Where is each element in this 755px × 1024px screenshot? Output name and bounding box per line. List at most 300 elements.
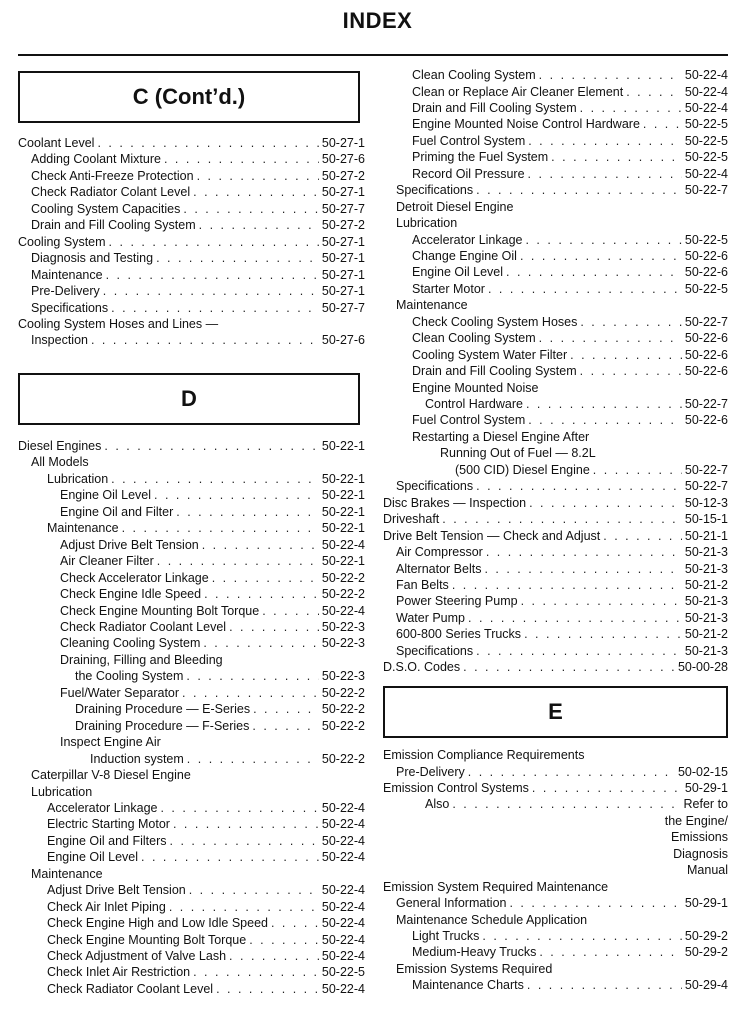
index-entry-label: Power Steering Pump — [396, 594, 518, 609]
dot-leader — [197, 168, 319, 184]
index-entry — [412, 380, 728, 396]
dot-leader — [539, 944, 682, 960]
index-entry-page: 50-29-1 — [684, 896, 728, 911]
index-entry-label: Cooling System Water Filter — [412, 347, 568, 362]
dot-leader — [97, 135, 318, 151]
index-entry — [47, 849, 365, 865]
index-entry-page: 50-27-1 — [321, 136, 365, 150]
index-entry-page: 50-27-6 — [321, 333, 365, 348]
index-entry — [31, 267, 365, 283]
dot-leader — [216, 981, 319, 997]
index-entry — [396, 297, 728, 313]
dot-leader — [520, 248, 682, 264]
dot-leader — [271, 915, 319, 931]
index-entry-page: 50-27-1 — [321, 251, 365, 266]
dot-leader — [186, 668, 319, 684]
index-entry-label: Control Hardware — [425, 397, 523, 411]
index-entry-label: (500 CID) Diesel Engine — [455, 462, 590, 477]
index-entry-label: Drive Belt Tension — Check and Adjust — [383, 528, 601, 543]
index-entry — [396, 544, 728, 560]
index-entry-label: Check Radiator Colant Level — [31, 185, 191, 200]
index-entry-label: Check Adjustment of Valve Lash — [47, 949, 227, 963]
dot-leader — [524, 626, 682, 642]
index-entry — [383, 528, 728, 544]
index-entry-label: Maintenance — [47, 521, 119, 536]
index-entry — [31, 184, 365, 200]
index-entry — [31, 767, 365, 783]
index-entry — [18, 234, 365, 250]
index-entry-label: Emission System Required Maintenance — [383, 879, 609, 894]
index-entry-label: Starter Motor — [412, 281, 485, 296]
dot-leader — [204, 586, 319, 602]
index-entry-label: Engine Mounted Noise Control Hardware — [412, 117, 640, 132]
index-entry-page: 50-21-3 — [684, 561, 728, 576]
index-entry-label: Clean Cooling System — [412, 331, 536, 346]
index-entry — [47, 915, 365, 931]
dot-leader — [539, 67, 682, 83]
index-entry-label: Check Inlet Air Restriction — [47, 965, 191, 980]
index-entry — [383, 659, 728, 675]
dot-leader — [249, 932, 319, 948]
index-entry — [396, 182, 728, 198]
index-entry — [396, 215, 728, 231]
index-entry — [425, 796, 728, 812]
index-entry-label: Cooling System Hoses and Lines — — [18, 316, 219, 331]
index-entry-label: Drain and Fill Cooling System — [412, 364, 577, 379]
index-entry — [396, 199, 728, 215]
dot-leader — [486, 544, 682, 560]
index-entry-label: Disc Brakes — Inspection — [383, 495, 527, 510]
dot-leader — [626, 84, 682, 100]
dot-leader — [199, 217, 319, 233]
dot-leader — [156, 250, 319, 266]
index-entry — [31, 454, 365, 470]
dot-leader — [580, 100, 682, 116]
index-entry — [383, 780, 728, 796]
index-entry-page: 50-22-2 — [321, 718, 365, 733]
index-entry-page: 50-22-4 — [321, 899, 365, 914]
index-entry-page: 50-21-2 — [684, 627, 728, 642]
dot-leader — [193, 964, 319, 980]
index-entry-page: 50-22-6 — [684, 413, 728, 428]
index-entry-label: Check Engine Mounting Bolt Torque — [47, 932, 247, 947]
index-entry — [47, 520, 365, 536]
dot-leader — [187, 751, 319, 767]
index-entry-label: Check Engine High and Low Idle Speed — [47, 916, 268, 931]
index-entry-page: 50-02-15 — [677, 764, 728, 779]
index-entry — [47, 833, 365, 849]
index-entry — [396, 895, 728, 911]
index-entry-label: Air Compressor — [396, 545, 483, 559]
index-entry-page: Emissions — [671, 830, 728, 845]
dot-leader — [111, 471, 319, 487]
dot-leader — [570, 347, 682, 363]
index-entry-label: Accelerator Linkage — [47, 800, 158, 815]
index-entry-page: 50-22-5 — [684, 232, 728, 247]
index-entry-label: Lubrication — [396, 216, 458, 230]
index-entry-label: Fuel Control System — [412, 133, 526, 148]
index-entry-page: 50-21-3 — [684, 545, 728, 559]
index-entry-label: Fuel/Water Separator — [60, 685, 180, 700]
index-entry — [60, 734, 365, 750]
index-entry — [31, 151, 365, 167]
index-entry — [455, 462, 728, 478]
dot-leader — [164, 151, 319, 167]
dot-leader — [528, 412, 682, 428]
index-entry — [31, 784, 365, 800]
index-entry-label: Specifications — [396, 643, 474, 658]
index-entry — [412, 100, 728, 116]
index-entry-page: 50-22-1 — [321, 554, 365, 569]
dot-leader — [122, 520, 319, 536]
index-entry-label: Emission Compliance Requirements — [383, 748, 585, 762]
index-entry-page: 50-22-1 — [321, 439, 365, 453]
index-entry-label: Cleaning Cooling System — [60, 636, 201, 651]
index-entry — [412, 84, 728, 100]
index-entry-page: 50-22-5 — [684, 281, 728, 296]
index-entry-page: 50-22-2 — [321, 702, 365, 717]
section-header-d: D — [18, 373, 360, 425]
dot-leader — [529, 495, 682, 511]
index-entry-page: 50-22-4 — [321, 932, 365, 947]
section-header-e: E — [383, 686, 728, 738]
index-entry-label: Check Radiator Coolant Level — [60, 620, 227, 634]
index-entry-page: 50-21-3 — [684, 610, 728, 625]
index-entry-label: Draining Procedure — F-Series — [75, 718, 250, 733]
index-entry-label: Maintenance — [396, 298, 468, 313]
index-entry-page: 50-22-4 — [321, 800, 365, 815]
dot-leader — [476, 478, 682, 494]
index-entry-label: Check Radiator Coolant Level — [47, 981, 214, 996]
index-entry-page: 50-22-4 — [684, 100, 728, 115]
index-entry — [412, 429, 728, 445]
index-entry-label: Engine Mounted Noise — [412, 380, 539, 395]
index-entry-page: 50-00-28 — [677, 660, 728, 675]
dot-leader — [202, 537, 319, 553]
index-entry — [47, 471, 365, 487]
index-entry-label: Driveshaft — [383, 512, 440, 527]
index-entry-page: 50-21-1 — [684, 528, 728, 543]
index-entry-label: Specifications — [31, 300, 109, 315]
index-entry-page: 50-27-1 — [321, 267, 365, 282]
title-rule — [18, 54, 728, 56]
index-entry — [412, 330, 728, 346]
index-entry-page: 50-22-4 — [684, 166, 728, 181]
index-entry-label: Maintenance Schedule Application — [396, 912, 588, 927]
index-entry-label: Draining, Filling and Bleeding — [60, 652, 223, 667]
dot-leader — [106, 267, 319, 283]
index-entry-label: Caterpillar V-8 Diesel Engine — [31, 768, 191, 782]
index-entry-label: Check Engine Idle Speed — [60, 587, 202, 602]
index-entry-label: Engine Oil Level — [47, 850, 139, 865]
index-entry-page: 50-22-7 — [684, 479, 728, 494]
dot-leader — [212, 570, 319, 586]
index-entry-label: Maintenance — [31, 267, 103, 282]
index-entry-label: D.S.O. Codes — [383, 660, 461, 675]
index-entry — [412, 314, 728, 330]
dot-leader — [580, 314, 682, 330]
index-entry-label: Check Engine Mounting Bolt Torque — [60, 603, 260, 618]
index-entry — [60, 586, 365, 602]
index-entry-label: General Information — [396, 896, 507, 911]
index-entry-page: 50-22-2 — [321, 587, 365, 602]
dot-leader — [262, 603, 319, 619]
index-entry — [31, 217, 365, 233]
index-entry-page: 50-22-1 — [321, 521, 365, 536]
index-entry-page: 50-22-2 — [321, 751, 365, 766]
dot-leader — [141, 849, 319, 865]
index-entry — [412, 248, 728, 264]
index-entry — [47, 899, 365, 915]
index-entry — [60, 570, 365, 586]
index-entry — [396, 610, 728, 626]
index-entry — [412, 281, 728, 297]
dot-leader — [229, 619, 319, 635]
dot-leader — [532, 780, 682, 796]
index-entry-page: 50-27-1 — [321, 185, 365, 200]
section-header-c: C (Cont’d.) — [18, 71, 360, 123]
index-entry-label: Engine Oil Level — [60, 488, 152, 503]
index-entry-label: Emission Control Systems — [383, 780, 529, 795]
index-entry-page: 50-22-2 — [321, 570, 365, 585]
index-entry-page: 50-22-4 — [321, 537, 365, 552]
index-entry — [31, 283, 365, 299]
index-entry-label: Restarting a Diesel Engine After — [412, 429, 590, 444]
index-entry-label: Water Pump — [396, 610, 466, 625]
index-entry-label: Alternator Belts — [396, 561, 482, 576]
index-entry-label: the Cooling System — [75, 669, 184, 684]
index-entry — [412, 232, 728, 248]
dot-leader — [593, 462, 682, 478]
dot-leader — [527, 977, 682, 993]
index-entry — [412, 149, 728, 165]
index-entry — [60, 652, 365, 668]
index-entry — [31, 250, 365, 266]
index-entry-label: Medium-Heavy Trucks — [412, 945, 537, 960]
index-entry-page: 50-15-1 — [684, 512, 728, 527]
index-entry-label: Clean or Replace Air Cleaner Element — [412, 84, 624, 99]
index-entry-label: Coolant Level — [18, 136, 95, 150]
index-entry — [75, 668, 365, 684]
index-entry — [383, 862, 728, 878]
index-entry-page: 50-22-4 — [321, 833, 365, 848]
index-entry-page: 50-22-5 — [684, 150, 728, 165]
index-entry-label: Also — [425, 797, 450, 812]
index-entry — [383, 846, 728, 862]
index-entry-page: 50-22-4 — [321, 949, 365, 963]
index-entry-label: Adjust Drive Belt Tension — [60, 537, 199, 552]
index-entry-label: Air Cleaner Filter — [60, 554, 154, 569]
index-entry-page: 50-22-1 — [321, 504, 365, 519]
index-entry — [383, 829, 728, 845]
dot-leader — [169, 899, 319, 915]
index-entry — [60, 504, 365, 520]
dot-leader — [506, 264, 682, 280]
dot-leader — [91, 332, 319, 348]
dot-leader — [103, 283, 319, 299]
dot-leader — [104, 438, 319, 454]
dot-leader — [488, 281, 682, 297]
dot-leader — [603, 528, 682, 544]
index-entry-page: 50-27-7 — [321, 201, 365, 216]
index-entry — [412, 977, 728, 993]
index-entry — [412, 133, 728, 149]
index-entry — [47, 948, 365, 964]
dot-leader — [154, 487, 319, 503]
index-entry-label: Adding Coolant Mixture — [31, 152, 161, 167]
index-entry — [60, 537, 365, 553]
dot-leader — [643, 116, 682, 132]
index-entry — [60, 619, 365, 635]
dot-leader — [160, 800, 318, 816]
index-entry-label: Induction system — [90, 751, 184, 766]
index-entry-label: Light Trucks — [412, 929, 480, 943]
index-entry — [31, 168, 365, 184]
index-entry-page: 50-27-2 — [321, 168, 365, 183]
index-entry-page: 50-22-7 — [684, 183, 728, 198]
dot-leader — [111, 300, 319, 316]
index-entry — [18, 316, 365, 332]
dot-leader — [484, 561, 681, 577]
index-entry-page: 50-29-1 — [684, 780, 728, 795]
dot-leader — [442, 511, 682, 527]
index-entry-label: Inspection — [31, 333, 88, 348]
dot-leader — [170, 833, 319, 849]
index-entry-page: 50-22-7 — [684, 314, 728, 329]
index-entry — [396, 643, 728, 659]
index-entry — [47, 981, 365, 997]
dot-leader — [551, 149, 682, 165]
index-entry-label: Electric Starting Motor — [47, 817, 170, 832]
dot-leader — [580, 363, 682, 379]
dot-leader — [482, 928, 682, 944]
index-entry — [412, 264, 728, 280]
index-entry — [75, 718, 365, 734]
index-entry — [412, 944, 728, 960]
dot-leader — [109, 234, 319, 250]
index-entry — [75, 701, 365, 717]
index-entry-page: 50-22-6 — [684, 265, 728, 280]
index-entry-label: Drain and Fill Cooling System — [412, 100, 577, 115]
index-entry-page: 50-21-3 — [684, 643, 728, 658]
index-entry — [396, 577, 728, 593]
dot-leader — [252, 718, 319, 734]
index-entry-page: 50-22-1 — [321, 471, 365, 486]
dot-leader — [539, 330, 682, 346]
index-entry-label: Specifications — [396, 479, 474, 494]
index-entry — [31, 300, 365, 316]
dot-leader — [452, 796, 680, 812]
index-entry — [90, 751, 365, 767]
index-entry — [47, 800, 365, 816]
index-entry-label: Maintenance Charts — [412, 978, 524, 993]
index-entry-page: 50-22-3 — [321, 620, 365, 634]
dot-leader — [468, 764, 675, 780]
index-entry-page: 50-22-5 — [684, 117, 728, 132]
index-entry-label: Check Cooling System Hoses — [412, 314, 578, 329]
index-entry-label: Adjust Drive Belt Tension — [47, 883, 186, 898]
page-title: INDEX — [342, 8, 413, 33]
index-entry-page: 50-22-7 — [684, 462, 728, 477]
index-entry — [412, 928, 728, 944]
index-entry-page: 50-22-3 — [321, 636, 365, 651]
index-entry-label: Inspect Engine Air — [60, 735, 161, 750]
dot-leader — [468, 610, 682, 626]
index-entry — [383, 495, 728, 511]
dot-leader — [157, 553, 319, 569]
index-entry-page: 50-22-5 — [321, 965, 365, 980]
index-entry — [60, 635, 365, 651]
index-entry-page: 50-27-1 — [321, 284, 365, 298]
index-entry — [396, 561, 728, 577]
index-entry — [60, 603, 365, 619]
index-entry-label: Clean Cooling System — [412, 68, 536, 82]
index-entry-page: 50-22-4 — [321, 817, 365, 832]
index-entry-label: Engine Oil Level — [412, 265, 504, 280]
index-entry-label: Diesel Engines — [18, 439, 102, 453]
dot-leader — [476, 643, 682, 659]
index-entry — [412, 412, 728, 428]
dot-leader — [183, 201, 319, 217]
index-entry-label: Check Accelerator Linkage — [60, 570, 209, 585]
index-entry-label: Pre-Delivery — [31, 284, 100, 298]
index-entry-page: 50-22-6 — [684, 331, 728, 346]
index-entry-page: 50-27-6 — [321, 152, 365, 167]
dot-leader — [229, 948, 319, 964]
index-entry-label: Record Oil Pressure — [412, 166, 525, 181]
index-entry-label: Specifications — [396, 183, 474, 198]
index-entry-page: 50-27-2 — [321, 218, 365, 233]
dot-leader — [452, 577, 682, 593]
index-entry — [412, 347, 728, 363]
index-entry — [383, 747, 728, 763]
index-entry-label: Cooling System Capacities — [31, 201, 181, 216]
index-entry — [47, 816, 365, 832]
index-entry — [47, 964, 365, 980]
index-entry-label: 600-800 Series Trucks — [396, 627, 522, 642]
index-entry — [412, 166, 728, 182]
index-entry — [31, 866, 365, 882]
index-entry-page: 50-22-4 — [321, 916, 365, 931]
index-entry — [47, 882, 365, 898]
index-entry-page: 50-29-4 — [684, 978, 728, 993]
index-entry — [440, 445, 728, 461]
index-entry-label: All Models — [31, 455, 89, 470]
dot-leader — [509, 895, 681, 911]
index-entry-page: 50-27-7 — [321, 300, 365, 315]
index-entry — [412, 67, 728, 83]
index-entry-label: Check Air Inlet Piping — [47, 899, 166, 914]
dot-leader — [476, 182, 682, 198]
index-entry-page: the Engine/ — [664, 813, 728, 828]
index-entry-page: 50-22-4 — [321, 850, 365, 865]
index-entry-label: Engine Oil and Filters — [47, 833, 167, 848]
index-entry-label: Lubrication — [47, 471, 109, 486]
index-entry-label: Draining Procedure — E-Series — [75, 702, 251, 717]
dot-leader — [528, 133, 682, 149]
dot-leader — [521, 593, 682, 609]
index-entry-page: Manual — [687, 863, 728, 878]
dot-leader — [526, 396, 682, 412]
dot-leader — [193, 184, 319, 200]
index-entry-page: 50-22-7 — [684, 397, 728, 411]
index-entry-label: Fuel Control System — [412, 413, 526, 428]
dot-leader — [203, 635, 319, 651]
dot-leader — [525, 232, 681, 248]
dot-leader — [463, 659, 675, 675]
index-entry-page: 50-27-1 — [321, 234, 365, 249]
index-entry-page: 50-22-4 — [321, 981, 365, 996]
